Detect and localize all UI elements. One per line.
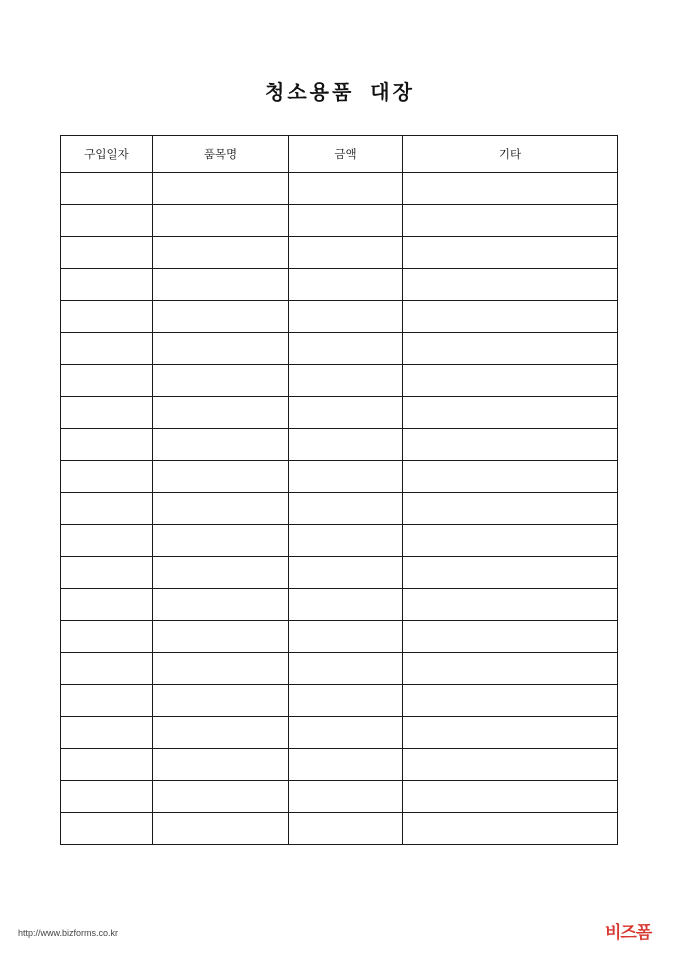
table-cell[interactable] [403, 333, 618, 365]
table-cell[interactable] [403, 749, 618, 781]
table-cell[interactable] [289, 365, 403, 397]
table-cell[interactable] [153, 717, 289, 749]
table-cell[interactable] [289, 685, 403, 717]
table-cell[interactable] [403, 781, 618, 813]
table-row [61, 461, 618, 493]
table-cell[interactable] [403, 685, 618, 717]
table-row [61, 717, 618, 749]
table-cell[interactable] [403, 621, 618, 653]
table-cell[interactable] [289, 173, 403, 205]
table-cell[interactable] [153, 589, 289, 621]
table-cell[interactable] [289, 653, 403, 685]
table-cell[interactable] [61, 749, 153, 781]
table-cell[interactable] [403, 717, 618, 749]
table-cell[interactable] [61, 365, 153, 397]
table-cell[interactable] [61, 813, 153, 845]
table-cell[interactable] [289, 333, 403, 365]
table-cell[interactable] [403, 557, 618, 589]
table-cell[interactable] [403, 365, 618, 397]
table-cell[interactable] [403, 397, 618, 429]
table-cell[interactable] [403, 461, 618, 493]
table-cell[interactable] [289, 429, 403, 461]
table-cell[interactable] [289, 461, 403, 493]
table-row [61, 365, 618, 397]
table-cell[interactable] [289, 205, 403, 237]
table-cell[interactable] [153, 493, 289, 525]
table-cell[interactable] [153, 301, 289, 333]
table-row [61, 781, 618, 813]
table-cell[interactable] [289, 717, 403, 749]
column-header-notes: 기타 [403, 136, 618, 173]
table-row [61, 653, 618, 685]
table-cell[interactable] [403, 237, 618, 269]
table-cell[interactable] [403, 173, 618, 205]
table-cell[interactable] [403, 525, 618, 557]
table-cell[interactable] [403, 429, 618, 461]
table-cell[interactable] [61, 173, 153, 205]
table-cell[interactable] [289, 397, 403, 429]
table-cell[interactable] [289, 589, 403, 621]
table-row [61, 525, 618, 557]
table-cell[interactable] [289, 493, 403, 525]
table-cell[interactable] [153, 557, 289, 589]
header-row [61, 136, 618, 173]
table-cell[interactable] [403, 653, 618, 685]
table-cell[interactable] [153, 525, 289, 557]
table-cell[interactable] [153, 749, 289, 781]
table-cell[interactable] [289, 525, 403, 557]
table-cell[interactable] [153, 237, 289, 269]
table-row [61, 205, 618, 237]
table-cell[interactable] [61, 653, 153, 685]
table-row [61, 269, 618, 301]
table-row [61, 333, 618, 365]
table-row [61, 301, 618, 333]
table-cell[interactable] [61, 589, 153, 621]
table-cell[interactable] [153, 429, 289, 461]
table-cell[interactable] [289, 781, 403, 813]
table-cell[interactable] [403, 301, 618, 333]
table-cell[interactable] [153, 461, 289, 493]
table-cell[interactable] [61, 301, 153, 333]
table-cell[interactable] [403, 269, 618, 301]
table-row [61, 557, 618, 589]
page-title: 청소용품 대장 [265, 80, 415, 104]
footer-url: http://www.bizforms.co.kr [18, 928, 119, 938]
table-cell[interactable] [61, 205, 153, 237]
table-cell[interactable] [61, 333, 153, 365]
table-cell[interactable] [153, 653, 289, 685]
column-header-purchase-date: 구입일자 [61, 136, 153, 173]
table-cell[interactable] [289, 749, 403, 781]
table-row [61, 173, 618, 205]
table-cell[interactable] [403, 589, 618, 621]
table-row [61, 429, 618, 461]
bizforms-logo: 비즈폼 [605, 923, 652, 943]
table-cell[interactable] [153, 269, 289, 301]
table-cell[interactable] [153, 173, 289, 205]
column-header-amount: 금액 [289, 136, 403, 173]
table-cell[interactable] [289, 621, 403, 653]
table-row [61, 685, 618, 717]
table-cell[interactable] [153, 813, 289, 845]
ledger-table [60, 135, 618, 845]
table-row [61, 237, 618, 269]
table-cell[interactable] [153, 365, 289, 397]
table-cell[interactable] [403, 493, 618, 525]
table-row [61, 493, 618, 525]
table-row [61, 621, 618, 653]
table-row [61, 589, 618, 621]
table-cell[interactable] [61, 397, 153, 429]
table-cell[interactable] [61, 781, 153, 813]
table-cell[interactable] [61, 237, 153, 269]
table-cell[interactable] [153, 781, 289, 813]
ledger-body [61, 173, 618, 845]
table-cell[interactable] [289, 301, 403, 333]
table-cell[interactable] [61, 557, 153, 589]
table-cell[interactable] [153, 621, 289, 653]
table-cell[interactable] [153, 397, 289, 429]
table-cell[interactable] [289, 269, 403, 301]
table-cell[interactable] [61, 269, 153, 301]
table-row [61, 813, 618, 845]
table-cell[interactable] [61, 717, 153, 749]
table-cell[interactable] [289, 237, 403, 269]
table-row [61, 397, 618, 429]
table-cell[interactable] [61, 461, 153, 493]
table-cell[interactable] [153, 685, 289, 717]
table-cell[interactable] [61, 429, 153, 461]
column-header-item-name: 품목명 [153, 136, 289, 173]
table-cell[interactable] [61, 525, 153, 557]
table-cell[interactable] [61, 621, 153, 653]
table-cell[interactable] [61, 493, 153, 525]
table-cell[interactable] [153, 333, 289, 365]
table-row [61, 749, 618, 781]
table-cell[interactable] [289, 557, 403, 589]
table-cell[interactable] [289, 813, 403, 845]
table-cell[interactable] [403, 205, 618, 237]
table-cell[interactable] [61, 685, 153, 717]
table-cell[interactable] [403, 813, 618, 845]
table-cell[interactable] [153, 205, 289, 237]
